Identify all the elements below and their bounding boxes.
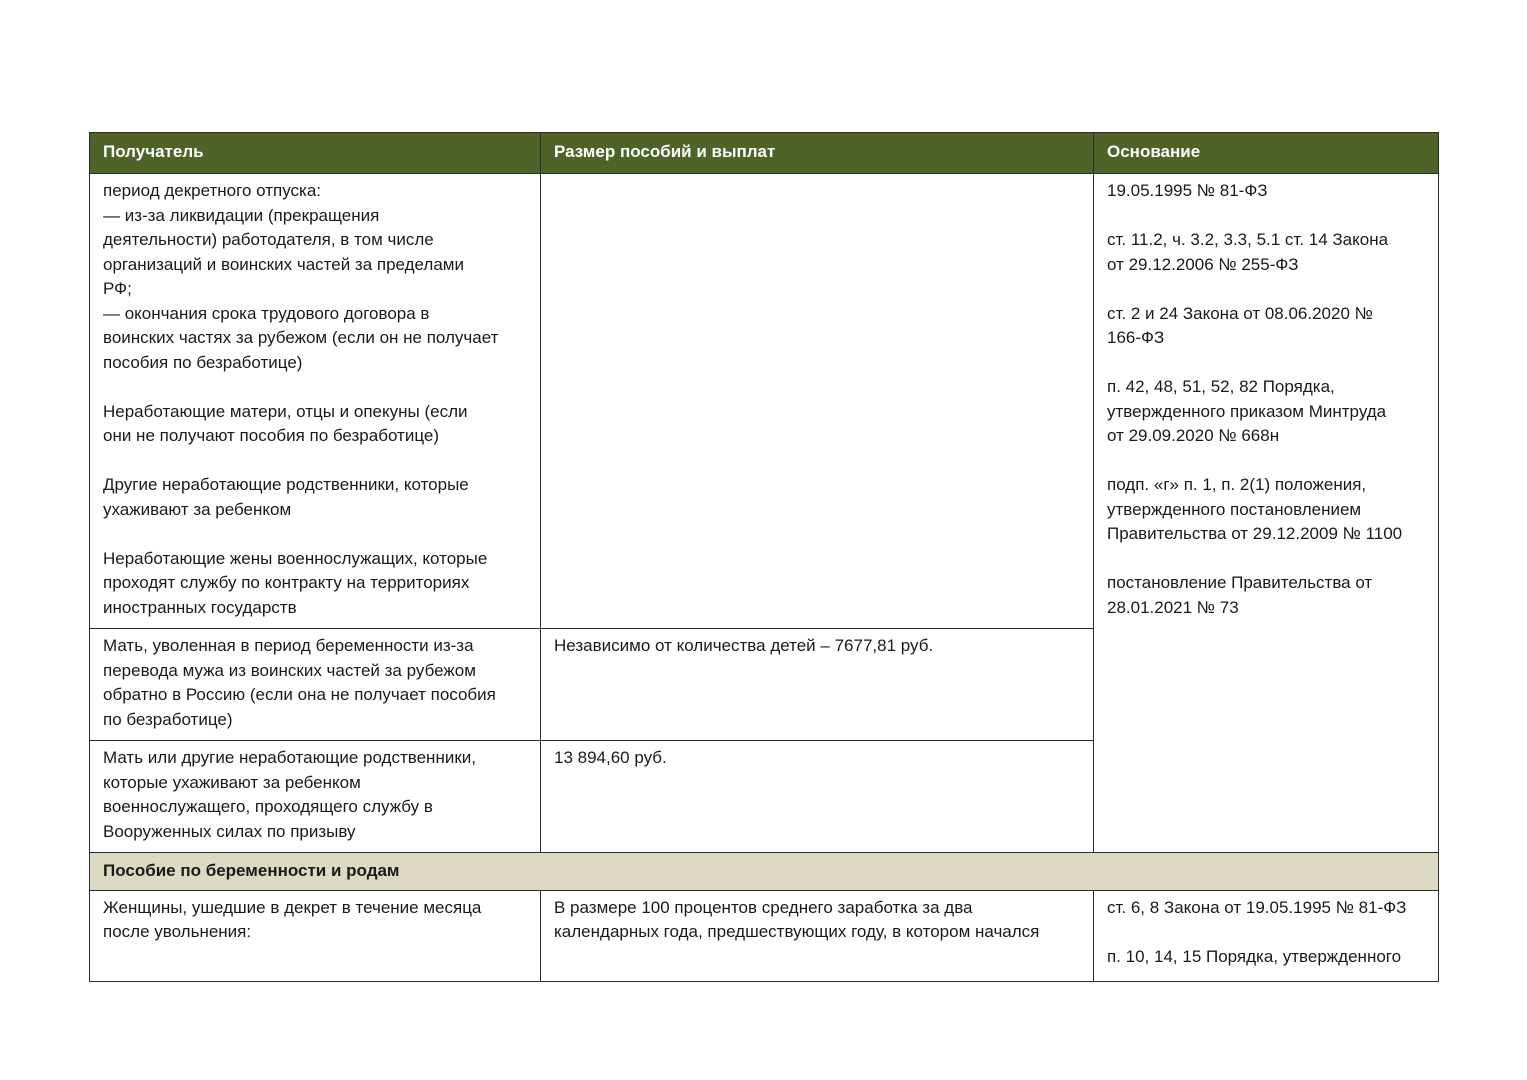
amount-cell: [541, 741, 1094, 853]
header-recipient: Получатель: [90, 133, 541, 174]
basis-text: п. 10, 14, 15 Порядка, утвержденного: [1107, 946, 1402, 966]
basis-text: ст. 2 и 24 Закона от 08.06.2020 № 166-ФЗ: [1107, 303, 1373, 347]
basis-cell: [1094, 174, 1439, 853]
amount-text: В размере 100 процентов среднего заработка за два календарных года, предшествующих году, в котором начался: [554, 897, 1040, 941]
recipient-cell: [90, 629, 541, 741]
header-basis: Основание: [1094, 133, 1439, 174]
amount-cell: [541, 629, 1094, 741]
basis-text: 19.05.1995 № 81-ФЗ: [1107, 181, 1268, 200]
table-row: [90, 890, 1439, 981]
recipient-cell: [90, 741, 541, 853]
basis-cell: [1094, 890, 1439, 981]
benefits-table: [89, 132, 1439, 982]
recipient-text: Неработающие жены военнослужащих, которые проходят службу по контракту на территориях иностранных государств: [103, 548, 488, 617]
amount-text: 13 894,60 руб.: [554, 748, 667, 767]
recipient-text: период декретного отпуска: — из-за ликвидации (прекращения деятельности) работодателя, в том числе организаций и воинских частей за пределами РФ; — окончания срока трудового договора в воинских частях за рубежом (если он не получает пособия по безработице): [103, 181, 499, 372]
table-header-row: [90, 133, 1439, 174]
recipient-text: Женщины, ушедшие в декрет в течение месяца после увольнения:: [103, 897, 482, 941]
basis-text: ст. 6, 8 Закона от 19.05.1995 № 81-ФЗ: [1107, 897, 1407, 917]
recipient-cell: [90, 174, 541, 629]
header-amount: Размер пособий и выплат: [541, 133, 1094, 174]
amount-cell: [541, 174, 1094, 629]
amount-cell: [541, 890, 1094, 981]
amount-text: Независимо от количества детей – 7677,81 руб.: [554, 636, 934, 655]
recipient-text: Неработающие матери, отцы и опекуны (если они не получают пособия по безработице): [103, 401, 468, 445]
section-row: [90, 853, 1439, 891]
basis-text: постановление Правительства от 28.01.2021 № 73: [1107, 573, 1373, 617]
basis-text: п. 42, 48, 51, 52, 82 Порядка, утвержденного приказом Минтруда от 29.09.2020 № 668н: [1107, 377, 1387, 445]
section-title: Пособие по беременности и родам: [90, 853, 1439, 891]
recipient-text: Другие неработающие родственники, которые ухаживают за ребенком: [103, 475, 469, 519]
recipient-cell: [90, 890, 541, 981]
basis-text: подп. «г» п. 1, п. 2(1) положения, утвержденного постановлением Правительства от 29.12.2009 № 1100: [1107, 475, 1403, 543]
basis-text: ст. 11.2, ч. 3.2, 3.3, 5.1 ст. 14 Закона от 29.12.2006 № 255-ФЗ: [1107, 230, 1389, 274]
recipient-text: Мать, уволенная в период беременности из-за перевода мужа из воинских частей за рубежом обратно в Россию (если она не получает пособия по безработице): [103, 636, 496, 729]
table-row: [90, 174, 1439, 629]
recipient-text: Мать или другие неработающие родственники, которые ухаживают за ребенком военнослужащего, проходящего службу в Вооруженных силах по призыву: [103, 748, 476, 841]
